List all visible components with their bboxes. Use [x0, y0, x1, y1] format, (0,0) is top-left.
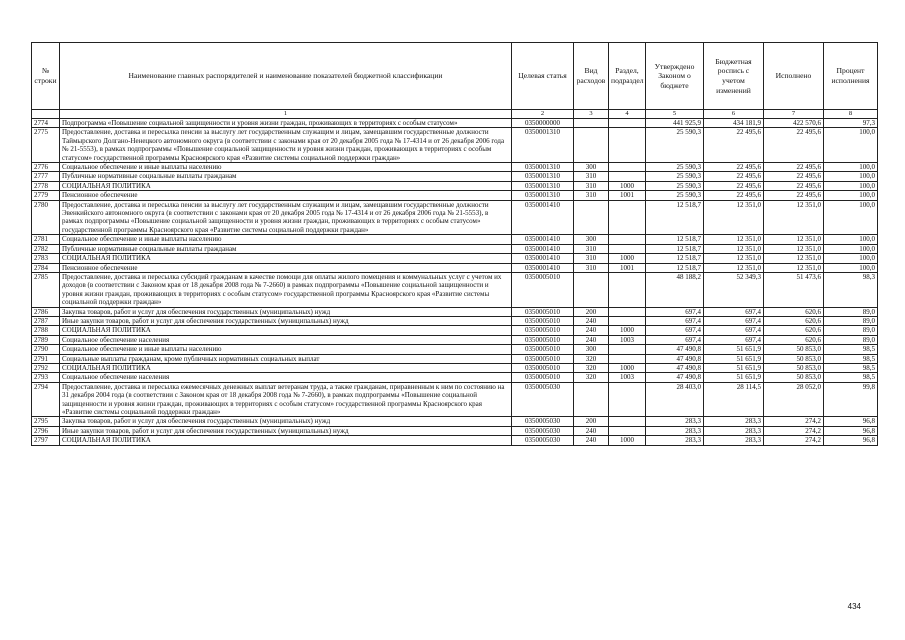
executed-amount-cell: 50 853,0	[764, 345, 824, 354]
executed-amount-cell: 51 473,6	[764, 272, 824, 307]
budget-amount-cell: 51 651,9	[704, 363, 764, 372]
row-number-cell: 2796	[32, 426, 60, 435]
percent-cell: 98,5	[824, 345, 878, 354]
section-cell	[609, 200, 646, 235]
percent-cell: 100,0	[824, 163, 878, 172]
column-number-row	[32, 110, 878, 119]
budget-amount-cell: 51 651,9	[704, 354, 764, 363]
budget-amount-cell: 283,3	[704, 426, 764, 435]
percent-cell: 100,0	[824, 235, 878, 244]
expense-kind-cell: 300	[574, 345, 609, 354]
percent-cell: 96,8	[824, 436, 878, 445]
row-number-cell: 2786	[32, 307, 60, 316]
row-number-cell: 2790	[32, 345, 60, 354]
approved-amount-cell: 12 518,7	[646, 244, 704, 253]
budget-amount-cell: 283,3	[704, 436, 764, 445]
approved-amount-cell: 48 188,2	[646, 272, 704, 307]
target-article-cell: 0350001410	[512, 263, 574, 272]
budget-amount-cell: 12 351,0	[704, 244, 764, 253]
percent-cell: 100,0	[824, 172, 878, 181]
executed-amount-cell: 22 495,6	[764, 191, 824, 200]
executed-amount-cell: 22 495,6	[764, 181, 824, 190]
percent-cell: 89,0	[824, 307, 878, 316]
target-article-cell: 0350005030	[512, 436, 574, 445]
approved-amount-cell: 47 490,8	[646, 354, 704, 363]
expense-kind-cell	[574, 128, 609, 163]
percent-cell: 100,0	[824, 244, 878, 253]
expense-kind-cell: 320	[574, 363, 609, 372]
row-number-cell: 2795	[32, 417, 60, 426]
executed-amount-cell: 12 351,0	[764, 235, 824, 244]
percent-cell: 100,0	[824, 200, 878, 235]
budget-amount-cell: 12 351,0	[704, 200, 764, 235]
percent-cell: 89,0	[824, 316, 878, 325]
approved-amount-cell: 697,4	[646, 316, 704, 325]
percent-cell: 100,0	[824, 128, 878, 163]
expense-kind-cell: 200	[574, 307, 609, 316]
percent-cell: 96,8	[824, 417, 878, 426]
budget-amount-cell: 22 495,6	[704, 172, 764, 181]
row-name-cell: Подпрограмма «Повышение социальной защищенности и уровня жизни граждан, проживающих в территориях с особым статусом»	[60, 119, 512, 128]
table-row	[32, 316, 878, 325]
row-number-cell: 2785	[32, 272, 60, 307]
target-article-cell: 0350005010	[512, 307, 574, 316]
row-name-cell: СОЦИАЛЬНАЯ ПОЛИТИКА	[60, 436, 512, 445]
target-article-cell: 0350005030	[512, 382, 574, 417]
percent-cell: 98,5	[824, 363, 878, 372]
budget-amount-cell: 22 495,6	[704, 191, 764, 200]
table-row	[32, 263, 878, 272]
row-name-cell: Закупка товаров, работ и услуг для обеспечения государственных (муниципальных) нужд	[60, 417, 512, 426]
percent-cell: 97,3	[824, 119, 878, 128]
section-cell: 1000	[609, 181, 646, 190]
approved-amount-cell: 283,3	[646, 417, 704, 426]
budget-amount-cell: 22 495,6	[704, 181, 764, 190]
row-number-cell: 2788	[32, 326, 60, 335]
approved-amount-cell: 12 518,7	[646, 235, 704, 244]
row-number-cell: 2776	[32, 163, 60, 172]
header-budget: Бюджетная роспись с учетом изменений	[704, 43, 764, 110]
percent-cell: 99,8	[824, 382, 878, 417]
row-name-cell: Социальное обеспечение и иные выплаты населению	[60, 345, 512, 354]
expense-kind-cell: 240	[574, 426, 609, 435]
budget-amount-cell: 12 351,0	[704, 254, 764, 263]
row-name-cell: Иные закупки товаров, работ и услуг для обеспечения государственных (муниципальных) нужд	[60, 426, 512, 435]
expense-kind-cell: 240	[574, 316, 609, 325]
row-number-cell: 2777	[32, 172, 60, 181]
target-article-cell: 0350005010	[512, 345, 574, 354]
row-name-cell: Пенсионное обеспечение	[60, 191, 512, 200]
executed-amount-cell: 12 351,0	[764, 254, 824, 263]
column-number	[32, 110, 60, 119]
expense-kind-cell: 310	[574, 244, 609, 253]
table-row	[32, 354, 878, 363]
column-number: 4	[609, 110, 646, 119]
table-row	[32, 417, 878, 426]
table-row	[32, 326, 878, 335]
approved-amount-cell: 441 925,9	[646, 119, 704, 128]
table-row	[32, 272, 878, 307]
expense-kind-cell	[574, 200, 609, 235]
section-cell: 1003	[609, 335, 646, 344]
row-name-cell: СОЦИАЛЬНАЯ ПОЛИТИКА	[60, 326, 512, 335]
approved-amount-cell: 47 490,8	[646, 373, 704, 382]
approved-amount-cell: 697,4	[646, 307, 704, 316]
row-name-cell: Предоставление, доставка и пересылка пенсии за выслугу лет государственным служащим и лицам, замещавшим государственные должности Эвенкийского автономного округа (в соответствии с законами края от 20 декабря 2005 года № 17-4314 и от 26 декабря 2006 года № 21-5553), в рамках подпрограммы «Повышение социальной защищенности и уровня жизни граждан, проживающих в территориях с особым статусом» государственной программы Красноярского края «Развитие системы социальной поддержки граждан»	[60, 200, 512, 235]
executed-amount-cell: 50 853,0	[764, 363, 824, 372]
column-number: 7	[764, 110, 824, 119]
budget-amount-cell: 28 114,5	[704, 382, 764, 417]
budget-amount-cell: 51 651,9	[704, 373, 764, 382]
row-number-cell: 2784	[32, 263, 60, 272]
percent-cell: 100,0	[824, 263, 878, 272]
budget-amount-cell: 697,4	[704, 326, 764, 335]
table-row	[32, 307, 878, 316]
section-cell	[609, 172, 646, 181]
percent-cell: 89,0	[824, 335, 878, 344]
header-name: Наименование главных распорядителей и наименование показателей бюджетной классификации	[60, 43, 512, 110]
approved-amount-cell: 12 518,7	[646, 254, 704, 263]
target-article-cell: 0350001310	[512, 172, 574, 181]
column-number: 8	[824, 110, 878, 119]
expense-kind-cell: 310	[574, 181, 609, 190]
row-number-cell: 2789	[32, 335, 60, 344]
approved-amount-cell: 28 403,0	[646, 382, 704, 417]
row-number-cell: 2782	[32, 244, 60, 253]
executed-amount-cell: 28 052,0	[764, 382, 824, 417]
target-article-cell: 0350005010	[512, 316, 574, 325]
header-kind: Вид расходов	[574, 43, 609, 110]
section-cell	[609, 272, 646, 307]
row-number-cell: 2783	[32, 254, 60, 263]
approved-amount-cell: 12 518,7	[646, 200, 704, 235]
table-row	[32, 163, 878, 172]
section-cell	[609, 244, 646, 253]
row-name-cell: СОЦИАЛЬНАЯ ПОЛИТИКА	[60, 363, 512, 372]
approved-amount-cell: 25 590,3	[646, 191, 704, 200]
page-number: 434	[847, 602, 861, 611]
executed-amount-cell: 422 570,6	[764, 119, 824, 128]
target-article-cell: 0350005010	[512, 326, 574, 335]
header-approved: Утверждено Законом о бюджете	[646, 43, 704, 110]
executed-amount-cell: 620,6	[764, 307, 824, 316]
table-row	[32, 200, 878, 235]
target-article-cell: 0350001310	[512, 163, 574, 172]
table-row	[32, 426, 878, 435]
executed-amount-cell: 12 351,0	[764, 244, 824, 253]
target-article-cell: 0350001410	[512, 254, 574, 263]
executed-amount-cell: 22 495,6	[764, 163, 824, 172]
executed-amount-cell: 620,6	[764, 326, 824, 335]
approved-amount-cell: 25 590,3	[646, 128, 704, 163]
target-article-cell: 0350000000	[512, 119, 574, 128]
row-name-cell: Публичные нормативные социальные выплаты гражданам	[60, 172, 512, 181]
column-number: 1	[60, 110, 512, 119]
section-cell: 1000	[609, 326, 646, 335]
budget-amount-cell: 697,4	[704, 335, 764, 344]
row-number-cell: 2794	[32, 382, 60, 417]
row-number-cell: 2787	[32, 316, 60, 325]
budget-amount-cell: 22 495,6	[704, 163, 764, 172]
row-name-cell: Пенсионное обеспечение	[60, 263, 512, 272]
percent-cell: 98,5	[824, 354, 878, 363]
row-name-cell: Закупка товаров, работ и услуг для обеспечения государственных (муниципальных) нужд	[60, 307, 512, 316]
row-name-cell: Публичные нормативные социальные выплаты гражданам	[60, 244, 512, 253]
approved-amount-cell: 283,3	[646, 436, 704, 445]
expense-kind-cell: 240	[574, 335, 609, 344]
percent-cell: 96,8	[824, 426, 878, 435]
expense-kind-cell	[574, 119, 609, 128]
header-row-no: № строки	[32, 43, 60, 110]
percent-cell: 98,3	[824, 272, 878, 307]
column-number: 6	[704, 110, 764, 119]
row-number-cell: 2781	[32, 235, 60, 244]
table-row	[32, 345, 878, 354]
table-row	[32, 382, 878, 417]
percent-cell: 100,0	[824, 191, 878, 200]
table-row	[32, 119, 878, 128]
row-number-cell: 2791	[32, 354, 60, 363]
section-cell	[609, 307, 646, 316]
column-number: 3	[574, 110, 609, 119]
executed-amount-cell: 12 351,0	[764, 263, 824, 272]
table-row	[32, 181, 878, 190]
executed-amount-cell: 620,6	[764, 316, 824, 325]
row-name-cell: Предоставление, доставка и пересылка субсидий гражданам в качестве помощи для оплаты жилого помещения и коммунальных услуг с учетом их доходов (в соответствии с Законом края от 18 декабря 2008 года № 7-2660) в рамках подпрограммы «Повышение социальной защищенности и уровня жизни граждан, проживающих в территориях с особым статусом» государственной программы Красноярского края «Развитие системы социальной поддержки граждан»	[60, 272, 512, 307]
row-number-cell: 2774	[32, 119, 60, 128]
executed-amount-cell: 620,6	[764, 335, 824, 344]
section-cell	[609, 417, 646, 426]
target-article-cell: 0350001310	[512, 181, 574, 190]
expense-kind-cell: 320	[574, 373, 609, 382]
budget-amount-cell: 51 651,9	[704, 345, 764, 354]
approved-amount-cell: 283,3	[646, 426, 704, 435]
percent-cell: 98,5	[824, 373, 878, 382]
expense-kind-cell: 240	[574, 436, 609, 445]
row-number-cell: 2793	[32, 373, 60, 382]
target-article-cell: 0350005030	[512, 426, 574, 435]
executed-amount-cell: 274,2	[764, 426, 824, 435]
section-cell	[609, 345, 646, 354]
table-row	[32, 436, 878, 445]
executed-amount-cell: 12 351,0	[764, 200, 824, 235]
target-article-cell: 0350001310	[512, 128, 574, 163]
executed-amount-cell: 274,2	[764, 436, 824, 445]
row-number-cell: 2792	[32, 363, 60, 372]
executed-amount-cell: 50 853,0	[764, 354, 824, 363]
table-row	[32, 254, 878, 263]
executed-amount-cell: 22 495,6	[764, 172, 824, 181]
expense-kind-cell	[574, 382, 609, 417]
table-row	[32, 191, 878, 200]
percent-cell: 89,0	[824, 326, 878, 335]
expense-kind-cell: 310	[574, 263, 609, 272]
header-row	[32, 43, 878, 110]
table-row	[32, 363, 878, 372]
executed-amount-cell: 274,2	[764, 417, 824, 426]
table-row	[32, 172, 878, 181]
approved-amount-cell: 25 590,3	[646, 163, 704, 172]
row-name-cell: Предоставление, доставка и пересылка ежемесячных денежных выплат ветеранам труда, а также гражданам, приравненным к ним по состоянию на 31 декабря 2004 года (в соответствии с Законом края от 18 декабря 2008 года № 7-2660), в рамках подпрограммы «Повышение социальной защищенности и уровня жизни граждан, проживающих в территориях с особым статусом» государственной программы Красноярского края «Развитие системы социальной поддержки граждан»	[60, 382, 512, 417]
table-row	[32, 335, 878, 344]
budget-amount-cell: 12 351,0	[704, 235, 764, 244]
header-section: Раздел, подраздел	[609, 43, 646, 110]
row-name-cell: Социальное обеспечение и иные выплаты населению	[60, 235, 512, 244]
table-row	[32, 128, 878, 163]
table-row	[32, 244, 878, 253]
expense-kind-cell: 320	[574, 354, 609, 363]
approved-amount-cell: 47 490,8	[646, 363, 704, 372]
section-cell	[609, 316, 646, 325]
row-name-cell: Социальные выплаты гражданам, кроме публичных нормативных социальных выплат	[60, 354, 512, 363]
column-number: 2	[512, 110, 574, 119]
row-number-cell: 2778	[32, 181, 60, 190]
approved-amount-cell: 25 590,3	[646, 172, 704, 181]
budget-table	[31, 42, 878, 446]
target-article-cell: 0350001410	[512, 244, 574, 253]
table-body	[32, 119, 878, 446]
executed-amount-cell: 50 853,0	[764, 373, 824, 382]
budget-amount-cell: 22 495,6	[704, 128, 764, 163]
section-cell	[609, 128, 646, 163]
row-name-cell: СОЦИАЛЬНАЯ ПОЛИТИКА	[60, 181, 512, 190]
section-cell	[609, 119, 646, 128]
target-article-cell: 0350005010	[512, 272, 574, 307]
header-percent: Процент исполнения	[824, 43, 878, 110]
target-article-cell: 0350005010	[512, 335, 574, 344]
budget-amount-cell: 697,4	[704, 307, 764, 316]
approved-amount-cell: 12 518,7	[646, 263, 704, 272]
row-number-cell: 2797	[32, 436, 60, 445]
section-cell: 1000	[609, 363, 646, 372]
target-article-cell: 0350005010	[512, 363, 574, 372]
section-cell: 1000	[609, 436, 646, 445]
expense-kind-cell: 310	[574, 191, 609, 200]
section-cell	[609, 382, 646, 417]
target-article-cell: 0350001410	[512, 235, 574, 244]
section-cell	[609, 426, 646, 435]
expense-kind-cell: 310	[574, 254, 609, 263]
row-number-cell: 2779	[32, 191, 60, 200]
target-article-cell: 0350005030	[512, 417, 574, 426]
section-cell: 1000	[609, 254, 646, 263]
expense-kind-cell: 200	[574, 417, 609, 426]
budget-amount-cell: 12 351,0	[704, 263, 764, 272]
row-name-cell: Социальное обеспечение и иные выплаты населению	[60, 163, 512, 172]
target-article-cell: 0350005010	[512, 373, 574, 382]
table-row	[32, 235, 878, 244]
percent-cell: 100,0	[824, 254, 878, 263]
approved-amount-cell: 697,4	[646, 326, 704, 335]
section-cell: 1003	[609, 373, 646, 382]
approved-amount-cell: 25 590,3	[646, 181, 704, 190]
percent-cell: 100,0	[824, 181, 878, 190]
budget-amount-cell: 434 181,9	[704, 119, 764, 128]
row-number-cell: 2780	[32, 200, 60, 235]
section-cell: 1001	[609, 191, 646, 200]
expense-kind-cell: 240	[574, 326, 609, 335]
expense-kind-cell	[574, 272, 609, 307]
row-name-cell: Предоставление, доставка и пересылка пенсии за выслугу лет государственным служащим и лицам, замещавшим государственные должности Таймырского Долгано-Ненецкого автономного округа (в соответствии с законами края от 20 декабря 2005 года № 17-4314 и от 26 декабря 2006 года № 21-5553), в рамках подпрограммы «Повышение социальной защищенности и уровня жизни граждан, проживающих в территориях с особым статусом» государственной программы Красноярского края «Развитие системы социальной поддержки граждан»	[60, 128, 512, 163]
header-target: Целевая статья	[512, 43, 574, 110]
section-cell: 1001	[609, 263, 646, 272]
row-name-cell: СОЦИАЛЬНАЯ ПОЛИТИКА	[60, 254, 512, 263]
executed-amount-cell: 22 495,6	[764, 128, 824, 163]
section-cell	[609, 163, 646, 172]
budget-amount-cell: 697,4	[704, 316, 764, 325]
expense-kind-cell: 310	[574, 172, 609, 181]
header-executed: Исполнено	[764, 43, 824, 110]
approved-amount-cell: 697,4	[646, 335, 704, 344]
expense-kind-cell: 300	[574, 235, 609, 244]
row-name-cell: Социальное обеспечение населения	[60, 335, 512, 344]
table-row	[32, 373, 878, 382]
target-article-cell: 0350005010	[512, 354, 574, 363]
row-name-cell: Иные закупки товаров, работ и услуг для обеспечения государственных (муниципальных) нужд	[60, 316, 512, 325]
budget-table-sheet	[31, 42, 877, 446]
section-cell	[609, 354, 646, 363]
approved-amount-cell: 47 490,8	[646, 345, 704, 354]
target-article-cell: 0350001310	[512, 191, 574, 200]
section-cell	[609, 235, 646, 244]
target-article-cell: 0350001410	[512, 200, 574, 235]
expense-kind-cell: 300	[574, 163, 609, 172]
row-number-cell: 2775	[32, 128, 60, 163]
budget-amount-cell: 52 349,3	[704, 272, 764, 307]
row-name-cell: Социальное обеспечение населения	[60, 373, 512, 382]
column-number: 5	[646, 110, 704, 119]
budget-amount-cell: 283,3	[704, 417, 764, 426]
